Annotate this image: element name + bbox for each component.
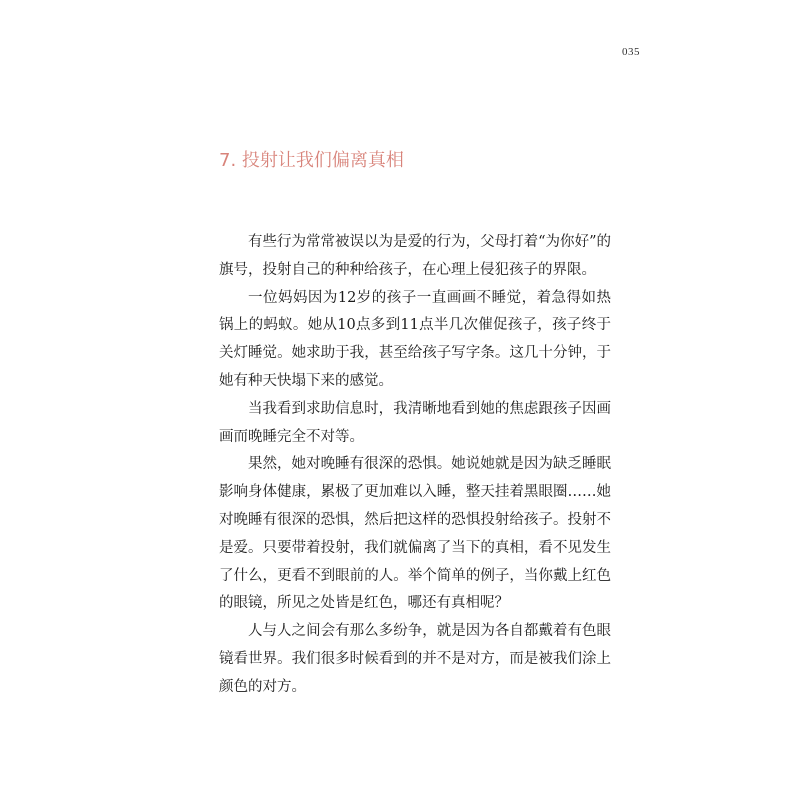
paragraph-4: 果然，她对晚睡有很深的恐惧。她说她就是因为缺乏睡眠影响身体健康，累极了更加难以入睡，整天挂着黑眼圈……她对晚睡有很深的恐惧，然后把这样的恐惧投射给孩子。投射不是爱。只要带着投射，我们就偏离了当下的真相，看不见发生了什么，更看不到眼前的人。举个简单的例子，当你戴上红色的眼镜，所见之处皆是红色，哪还有真相呢？: [219, 456, 611, 612]
body-text: [219, 229, 611, 702]
paragraph-2: 一位妈妈因为12岁的孩子一直画画不睡觉，着急得如热锅上的蚂蚁。她从10点多到11点半几次催促孩子，孩子终于关灯睡觉。她求助于我，甚至给孩子写字条。这几十分钟，于她有种天快塌下来的感觉。: [219, 289, 611, 389]
paragraph-1: 有些行为常常被误以为是爱的行为，父母打着“为你好”的旗号，投射自己的种种给孩子，在心理上侵犯孩子的界限。: [219, 234, 611, 278]
paragraph-5: 人与人之间会有那么多纷争，就是因为各自都戴着有色眼镜看世界。我们很多时候看到的并不是对方，而是被我们涂上颜色的对方。: [219, 623, 611, 695]
chapter-title: 7. 投射让我们偏离真相: [219, 150, 404, 171]
page-number: 035: [622, 46, 640, 58]
paragraph-3: 当我看到求助信息时，我清晰地看到她的焦虑跟孩子因画画而晚睡完全不对等。: [219, 400, 611, 445]
